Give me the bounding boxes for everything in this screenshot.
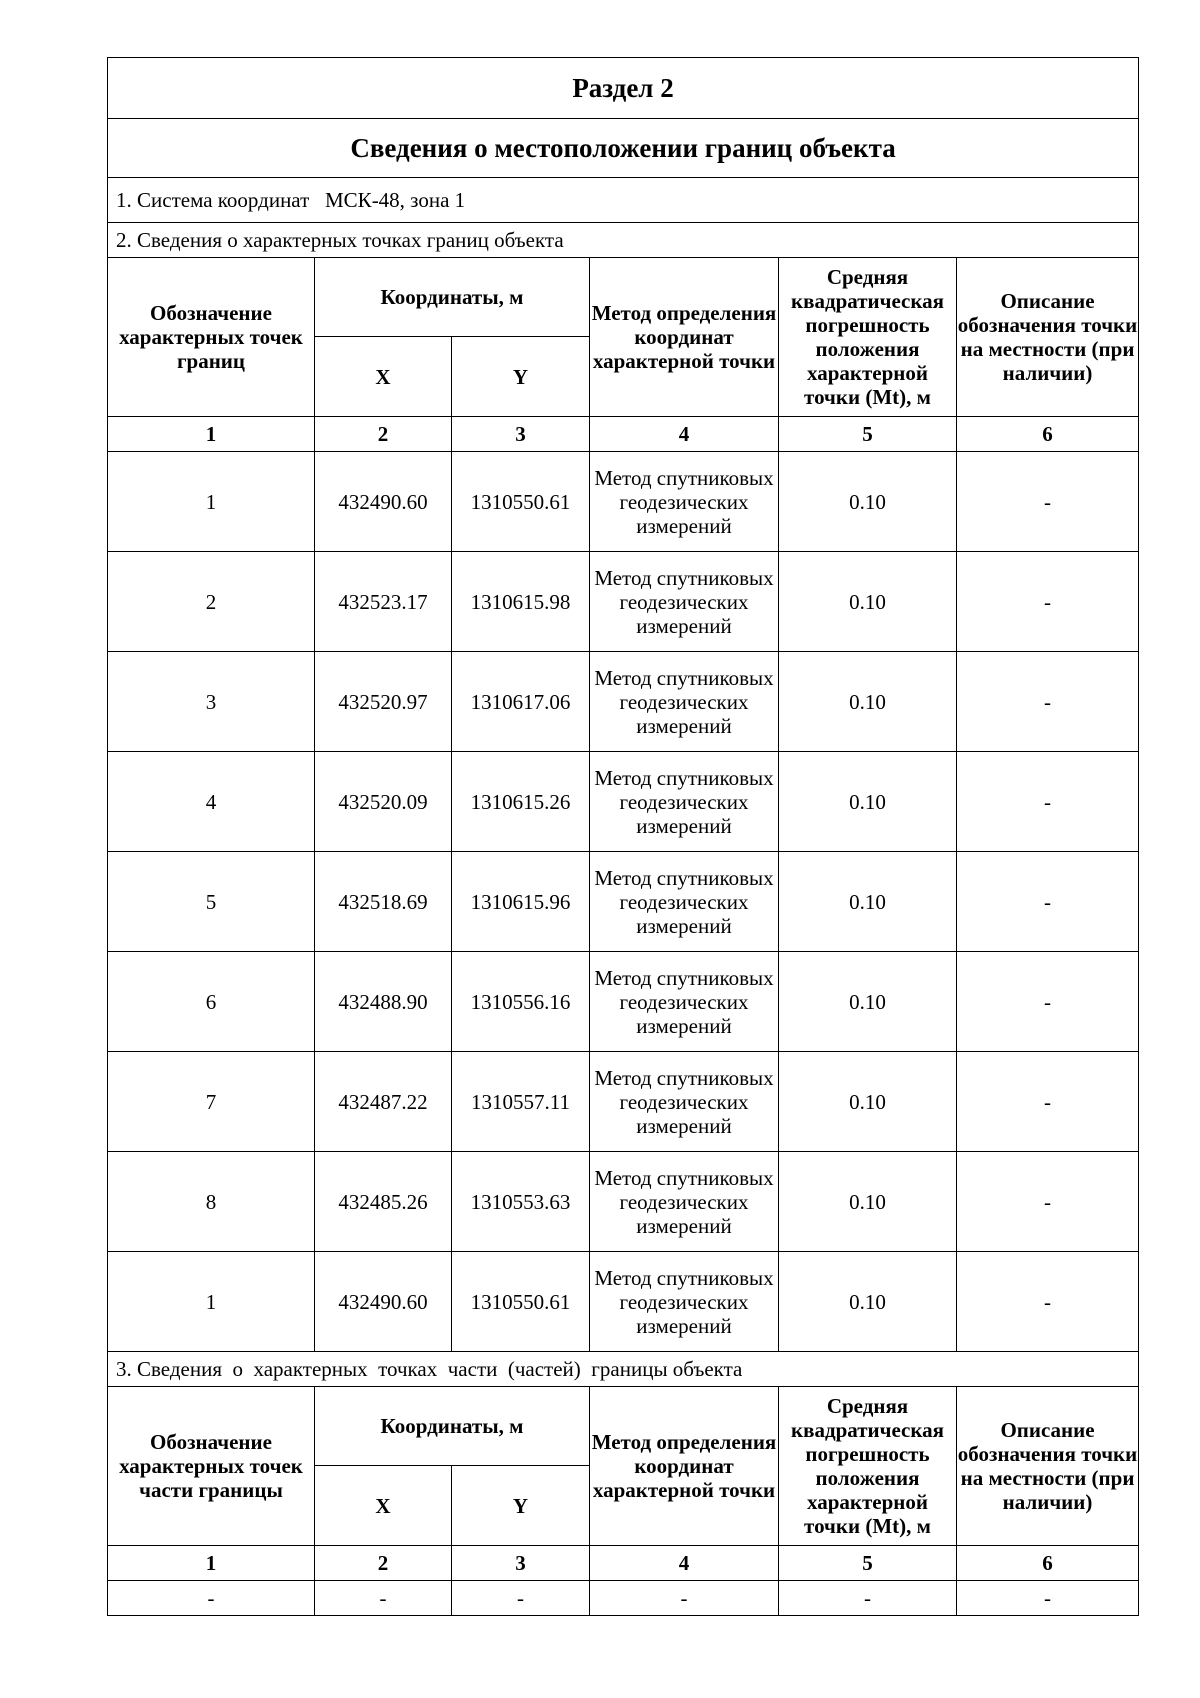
column-number: 4 [590,417,779,452]
header-y: Y [452,1466,590,1546]
cell-y: 1310550.61 [452,1252,590,1352]
table-row [108,1052,1139,1152]
section-subtitle: Сведения о местоположении границ объекта [108,119,1139,178]
column-number: 3 [452,417,590,452]
cell-description: - [957,1252,1139,1352]
cell-method: Метод спутниковых геодезических измерений [590,852,779,952]
cell-point: 1 [108,1252,315,1352]
cell-method: Метод спутниковых геодезических измерений [590,752,779,852]
header-x: X [315,1466,452,1546]
cell-y: 1310550.61 [452,452,590,552]
table-row [108,1581,1139,1616]
section2-label: 2. Сведения о характерных точках границ объекта [108,223,1139,258]
boundary-table [107,57,1139,1616]
cell-method: Метод спутниковых геодезических измерений [590,952,779,1052]
cell-x: 432520.97 [315,652,452,752]
cell-point: 7 [108,1052,315,1152]
cell-point: 1 [108,452,315,552]
header-method: Метод определения координат характерной точки [590,1387,779,1546]
cell-mt: 0.10 [779,1052,957,1152]
column-number: 5 [779,417,957,452]
table-row [108,752,1139,852]
column-number: 1 [108,417,315,452]
cell-x: - [315,1581,452,1616]
cell-y: - [452,1581,590,1616]
header-description: Описание обозначения точки на местности (при наличии) [957,1387,1139,1546]
cell-point: 8 [108,1152,315,1252]
cell-description: - [957,952,1139,1052]
cell-method: Метод спутниковых геодезических измерений [590,1152,779,1252]
header-error: Средняя квадратическая погрешность положения характерной точки (Mt), м [779,1387,957,1546]
header-point-designation: Обозначение характерных точек границ [108,258,315,417]
cell-x: 432488.90 [315,952,452,1052]
cell-method: Метод спутниковых геодезических измерений [590,552,779,652]
cell-point: 3 [108,652,315,752]
cell-x: 432490.60 [315,452,452,552]
cell-x: 432490.60 [315,1252,452,1352]
table-row [108,1152,1139,1252]
header-description: Описание обозначения точки на местности (при наличии) [957,258,1139,417]
cell-description: - [957,652,1139,752]
table-row [108,952,1139,1052]
cell-description: - [957,852,1139,952]
cell-x: 432520.09 [315,752,452,852]
table-row [108,452,1139,552]
column-number: 1 [108,1546,315,1581]
cell-mt: 0.10 [779,752,957,852]
cell-method: Метод спутниковых геодезических измерений [590,452,779,552]
cell-mt: 0.10 [779,1152,957,1252]
boundary-document [107,57,1138,1616]
cell-x: 432487.22 [315,1052,452,1152]
cell-y: 1310556.16 [452,952,590,1052]
cell-y: 1310615.96 [452,852,590,952]
cell-y: 1310615.26 [452,752,590,852]
section3-label: 3. Сведения о характерных точках части (частей) границы объекта [108,1352,1139,1387]
header-coordinates: Координаты, м [315,1387,590,1466]
cell-description: - [957,452,1139,552]
header-error: Средняя квадратическая погрешность положения характерной точки (Mt), м [779,258,957,417]
header-point-designation-part: Обозначение характерных точек части границы [108,1387,315,1546]
header-method: Метод определения координат характерной точки [590,258,779,417]
cell-description: - [957,1152,1139,1252]
cell-description: - [957,1581,1139,1616]
column-number: 4 [590,1546,779,1581]
header-y: Y [452,337,590,417]
column-number: 2 [315,417,452,452]
cell-method: Метод спутниковых геодезических измерений [590,1052,779,1152]
cell-y: 1310557.11 [452,1052,590,1152]
cell-x: 432518.69 [315,852,452,952]
coordinate-system: 1. Система координат МСК-48, зона 1 [108,178,1139,223]
cell-mt: 0.10 [779,952,957,1052]
cell-y: 1310615.98 [452,552,590,652]
table-row [108,852,1139,952]
column-number: 2 [315,1546,452,1581]
cell-x: 432523.17 [315,552,452,652]
cell-description: - [957,1052,1139,1152]
cell-description: - [957,752,1139,852]
cell-point: 2 [108,552,315,652]
cell-y: 1310553.63 [452,1152,590,1252]
cell-y: 1310617.06 [452,652,590,752]
cell-mt: 0.10 [779,852,957,952]
header-x: X [315,337,452,417]
column-number: 3 [452,1546,590,1581]
table-row [108,1252,1139,1352]
cell-description: - [957,552,1139,652]
cell-mt: - [779,1581,957,1616]
cell-method: - [590,1581,779,1616]
header-coordinates: Координаты, м [315,258,590,337]
table-row [108,652,1139,752]
column-number: 5 [779,1546,957,1581]
cell-point: 4 [108,752,315,852]
cell-method: Метод спутниковых геодезических измерений [590,1252,779,1352]
section-title: Раздел 2 [108,58,1139,119]
cell-mt: 0.10 [779,1252,957,1352]
column-number: 6 [957,417,1139,452]
cell-mt: 0.10 [779,552,957,652]
column-number: 6 [957,1546,1139,1581]
cell-point: - [108,1581,315,1616]
cell-method: Метод спутниковых геодезических измерений [590,652,779,752]
cell-mt: 0.10 [779,652,957,752]
column-numbers-row [108,1546,1139,1581]
cell-point: 5 [108,852,315,952]
cell-x: 432485.26 [315,1152,452,1252]
column-numbers-row [108,417,1139,452]
table-row [108,552,1139,652]
cell-mt: 0.10 [779,452,957,552]
cell-point: 6 [108,952,315,1052]
